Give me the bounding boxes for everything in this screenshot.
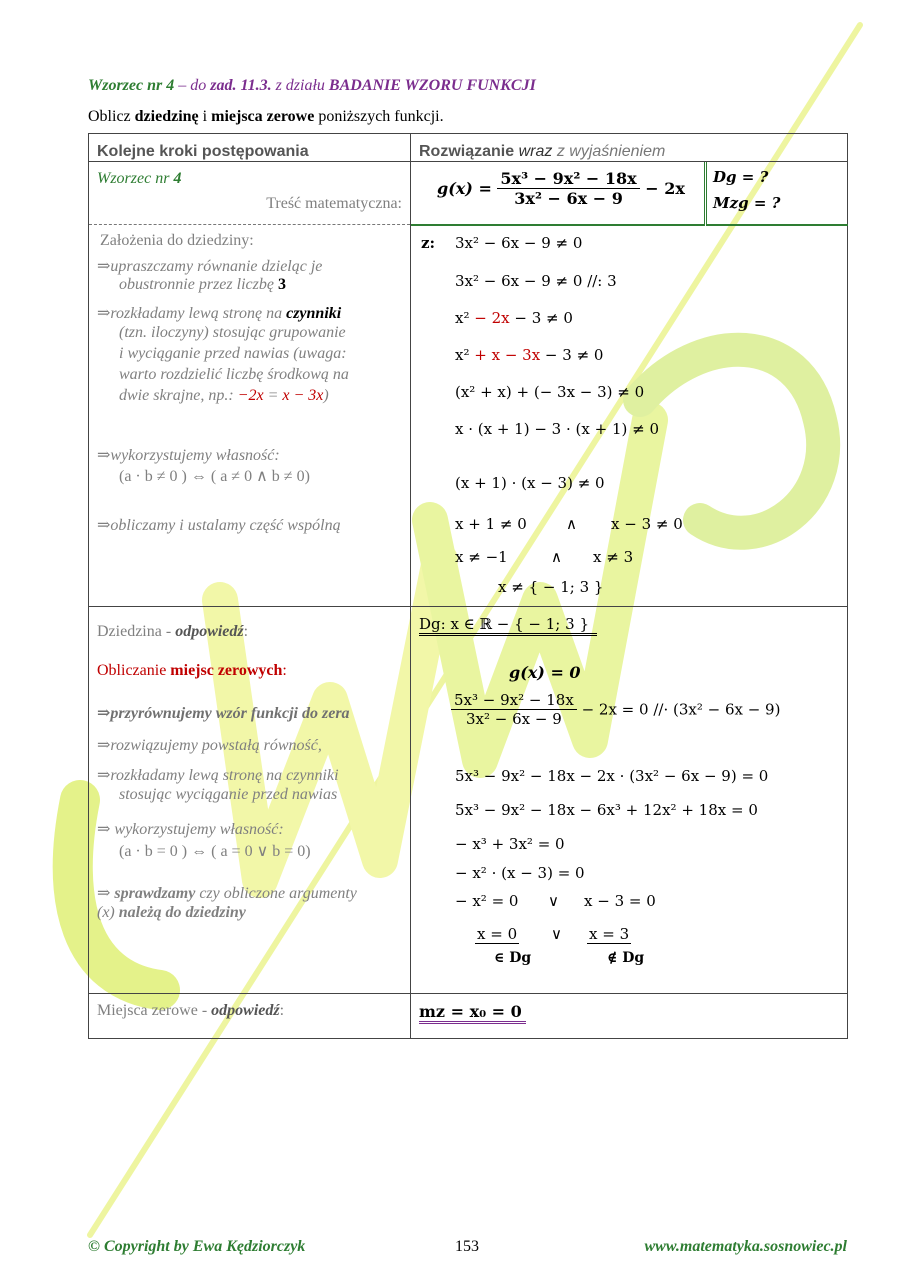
domain-line7: (x + 1) · (x − 3) ≠ 0 (455, 474, 605, 492)
final-label-bold: odpowiedź (211, 1002, 280, 1019)
dg-answer: Dg: x ∈ ℝ − { − 1; 3 } (419, 615, 597, 636)
fn-numerator: 5x³ − 9x² − 18x (497, 169, 639, 189)
root-x3-not-in-domain: ∉ Dg (607, 950, 645, 966)
zeros-step4a: ⇒ wykorzystujemy własność: (97, 821, 284, 838)
domain-step2c: (tzn. iloczyny) stosując grupowanie (119, 324, 346, 341)
domain-line1: 3x² − 6x − 9 ≠ 0 (455, 234, 583, 252)
domain-step3a: ⇒wykorzystujemy własność: (97, 447, 280, 464)
page-header (88, 77, 536, 95)
zeros-eq6c: x − 3 = 0 (584, 892, 656, 910)
zeros-eq3: 5x³ − 9x² − 18x − 6x³ + 12x² + 18x = 0 (455, 801, 758, 819)
footer-copyright: © Copyright by Ewa Kędziorczyk (88, 1238, 306, 1255)
domain-line9a: x ≠ −1 (455, 548, 508, 566)
function-formula (437, 169, 685, 208)
left-column-header: Kolejne kroki postępowania (97, 143, 309, 160)
zeros-eq2: 5x³ − 9x² − 18x − 2x · (3x² − 6x − 9) = 0 (455, 767, 769, 785)
pattern-label-text: Wzorzec nr (97, 170, 174, 187)
footer-page-number: 153 (455, 1238, 479, 1255)
zeros-step3b: stosując wyciąganie przed nawias (119, 786, 338, 803)
calc-t3: : (282, 662, 287, 679)
domain-line9b: ∧ (551, 548, 562, 566)
intro-t1: Oblicz (88, 108, 135, 125)
domain-line3c: − 3 ≠ 0 (509, 309, 573, 327)
domain-step3b: (a · b ≠ 0 ) ⇔ ( a ≠ 0 ∧ b ≠ 0) (119, 468, 310, 485)
domain-step2f: dwie skrajne, np.: (119, 387, 238, 404)
domain-line10: x ≠ { − 1; 3 } (498, 578, 604, 596)
rh-it1: wraz (514, 143, 553, 160)
pattern-label (97, 170, 181, 188)
task-intro (88, 108, 444, 126)
domain-step1b: obustronnie przez liczbę (119, 276, 278, 293)
fn-lhs: g(x) = (437, 179, 492, 198)
solution-table (88, 133, 848, 1039)
domain-step2j: ) (323, 387, 329, 404)
zeros-step5a: ⇒ (97, 885, 115, 902)
intro-t4: miejsca zerowe (211, 108, 315, 125)
zeros-eq6b: ∨ (548, 892, 559, 910)
calc-t2: miejsc zerowych (170, 662, 283, 679)
g-equals-zero: g(x) = 0 (509, 663, 581, 682)
fn-tail: − 2x (645, 179, 685, 198)
dg-answer-colon: : (243, 623, 249, 640)
z-label: z: (421, 234, 436, 252)
domain-step2d: i wyciąganie przed nawias (uwaga: (119, 345, 347, 362)
header-from: z działu (271, 77, 329, 94)
root-x3: x = 3 (589, 925, 630, 943)
domain-step2i: x − 3x (282, 387, 324, 404)
roots-or: ∨ (551, 925, 562, 943)
dg-answer-label: Dziedzina - (97, 623, 176, 640)
eq1-denominator: 3x² − 6x − 9 (466, 710, 562, 728)
zeros-step1: ⇒przyrównujemy wzór funkcji do zera (97, 705, 350, 722)
zeros-step3a: ⇒rozkładamy lewą stronę na czynniki (97, 767, 339, 784)
domain-line4c: − 3 ≠ 0 (540, 346, 604, 364)
domain-line4b: + x − 3x (474, 346, 541, 364)
domain-line8a: x + 1 ≠ 0 (455, 515, 527, 533)
domain-line6: x · (x + 1) − 3 · (x + 1) ≠ 0 (455, 420, 659, 438)
fn-denominator: 3x² − 6x − 9 (514, 189, 623, 208)
zeros-step5d: (x) (97, 904, 119, 921)
domain-step1a: ⇒upraszczamy równanie dzieląc je (97, 258, 323, 275)
rh-it2: z wyjaśnieniem (552, 143, 666, 160)
eq1-numerator: 5x³ − 9x² − 18x (451, 691, 577, 710)
intro-t5: poniższych funkcji. (314, 108, 444, 125)
domain-line8c: x − 3 ≠ 0 (611, 515, 683, 533)
domain-step2b: czynniki (286, 305, 342, 322)
dg-question: Dg = ? (713, 168, 769, 186)
footer-website: www.matematyka.sosnowiec.pl (644, 1238, 847, 1255)
domain-line3b: − 2x (474, 309, 510, 327)
domain-line3a: x² (455, 309, 475, 327)
domain-step4: ⇒obliczamy i ustalamy część wspólną (97, 517, 341, 534)
final-label: Miejsca zerowe - (97, 1002, 212, 1019)
zeros-step4b: (a · b = 0 ) ⇔ ( a = 0 ∨ b = 0) (119, 843, 311, 860)
header-topic: BADANIE WZORU FUNKCJI (328, 77, 536, 94)
header-pattern: Wzorzec nr 4 (88, 77, 175, 94)
zeros-step5e: należą do dziedziny (118, 904, 246, 921)
domain-step2e: warto rozdzielić liczbę środkową na (119, 366, 349, 383)
intro-t2: dziedzinę (134, 108, 199, 125)
zeros-step2: ⇒rozwiązujemy powstałą równość, (97, 737, 322, 754)
zeros-step5b: sprawdzamy (114, 885, 196, 902)
eq1-tail: − 2x = 0 //· (3x² − 6x − 9) (581, 700, 781, 719)
mzg-question: Mzg = ? (713, 194, 781, 212)
domain-line9c: x ≠ 3 (593, 548, 634, 566)
domain-line4a: x² (455, 346, 475, 364)
zeros-eq5: − x² · (x − 3) = 0 (455, 864, 585, 882)
root-x0-in-domain: ∈ Dg (494, 950, 532, 966)
intro-t3: i (198, 108, 212, 125)
right-column-header (411, 134, 847, 161)
calc-t1: Obliczanie (97, 662, 171, 679)
zeros-step5c: czy obliczone argumenty (195, 885, 357, 902)
final-answer: mz = x₀ = 0 (419, 1002, 526, 1024)
pattern-number: 4 (173, 170, 182, 187)
domain-title: Założenia do dziedziny: (100, 232, 254, 249)
zeros-eq4: − x³ + 3x² = 0 (455, 835, 565, 853)
header-task: zad. 11.3. (210, 77, 272, 94)
domain-line5: (x² + x) + (− 3x − 3) ≠ 0 (455, 383, 645, 401)
root-x0: x = 0 (477, 925, 518, 943)
domain-step2g: −2x (237, 387, 264, 404)
rh-bold: Rozwiązanie (419, 143, 515, 160)
final-label-colon: : (279, 1002, 285, 1019)
domain-step2a: ⇒rozkładamy lewą stronę na (97, 305, 287, 322)
dg-answer-bold: odpowiedź (175, 623, 244, 640)
domain-step2h: = (263, 387, 283, 404)
content-label: Treść matematyczna: (266, 195, 402, 212)
domain-step1c: 3 (277, 276, 286, 293)
domain-line2: 3x² − 6x − 9 ≠ 0 //: 3 (455, 272, 617, 290)
zeros-eq6a: − x² = 0 (455, 892, 519, 910)
zeros-eq1 (451, 691, 780, 728)
domain-line8b: ∧ (566, 515, 577, 533)
header-sep: – do (174, 77, 211, 94)
